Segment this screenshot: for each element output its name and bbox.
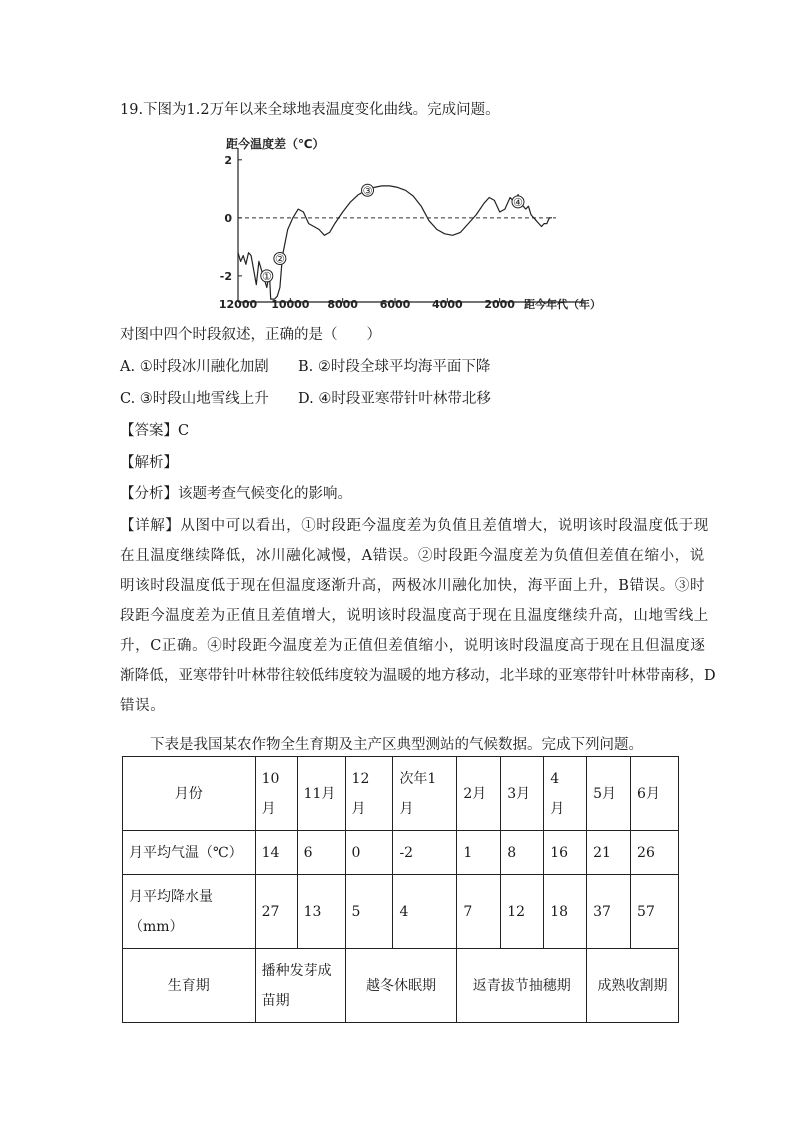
- month-cell: 12月: [351, 770, 370, 817]
- precip-cell: 4: [393, 875, 457, 949]
- temperature-series-line: [238, 186, 552, 299]
- detail-line: 明该时段温度低于现在但温度逐渐升高，两极冰川融化加快，海平面上升，B错误。③时: [120, 578, 706, 594]
- precip-cell: 12: [501, 875, 544, 949]
- x-tick-label: 6000: [379, 298, 411, 311]
- temp-cell: 0: [345, 831, 393, 875]
- x-tick-label: 4000: [432, 298, 463, 311]
- temp-cell: 14: [255, 831, 297, 875]
- option-c: C. ③时段山地雪线上升: [120, 391, 269, 407]
- detail-line: 在且温度继续降低，冰川融化减慢，A错误。②时段距今温度差为负值但差值在缩小，说: [120, 548, 705, 564]
- y-tick-label: -2: [219, 269, 232, 283]
- month-cell: 2月: [457, 757, 501, 831]
- precip-cell: 13: [297, 875, 345, 949]
- x-tick-label: 2000: [484, 298, 515, 311]
- temp-row: [123, 831, 679, 875]
- precip-cell: 57: [631, 875, 679, 949]
- x-axis-label: 距今年代（年）: [524, 298, 601, 311]
- temp-cell: 6: [297, 831, 345, 875]
- detail-line: 错误。: [120, 698, 166, 714]
- precip-cell: 5: [345, 875, 393, 949]
- month-cell: 6月: [631, 757, 679, 831]
- precip-label-1: 月平均降水量: [129, 888, 213, 905]
- stage-cell: 返青拔节抽穗期: [457, 949, 587, 1023]
- month-cell: 5月: [587, 757, 631, 831]
- y-tick-label: 2: [224, 153, 232, 167]
- precip-cell: 18: [544, 875, 587, 949]
- precip-label: [123, 875, 256, 949]
- option-a: A. ①时段冰川融化加剧: [120, 359, 269, 375]
- x-tick-label: 12000: [218, 298, 258, 311]
- detail-line: 段距今温度差为正值且差值增大，说明该时段温度高于现在且温度继续升高，山地雪线上: [120, 608, 709, 624]
- period-marker-label: ③: [362, 184, 373, 198]
- temp-cell: 16: [544, 831, 587, 875]
- precip-row: [123, 875, 679, 949]
- y-tick-label: 0: [224, 211, 232, 225]
- x-tick-label: 8000: [327, 298, 358, 311]
- temp-cell: 1: [457, 831, 501, 875]
- table-intro: 下表是我国某农作物全生育期及主产区典型测站的气候数据。完成下列问题。: [150, 737, 643, 753]
- detail-line: 【详解】从图中可以看出，①时段距今温度差为负值且差值增大，说明该时段温度低于现: [120, 518, 709, 534]
- precip-cell: 7: [457, 875, 501, 949]
- question-prompt: 对图中四个时段叙述，正确的是（ ）: [120, 327, 381, 343]
- month-cell: 10月: [261, 770, 280, 817]
- month-label: 月份: [123, 757, 256, 831]
- analysis-label: 【解析】: [120, 455, 178, 471]
- temp-cell: 21: [587, 831, 631, 875]
- precip-label-2: （mm）: [129, 918, 184, 935]
- temp-label: 月平均气温（℃）: [123, 831, 256, 875]
- stage-label: 生育期: [123, 949, 256, 1023]
- period-marker-label: ①: [261, 269, 272, 283]
- option-b: B. ②时段全球平均海平面下降: [298, 359, 491, 375]
- x-tick-label: 10000: [271, 298, 310, 311]
- temperature-chart: [218, 134, 618, 314]
- answer-label: 【答案】C: [120, 423, 190, 439]
- temp-cell: 8: [501, 831, 544, 875]
- y-axis-label: 距今温度差（℃）: [226, 137, 325, 151]
- stage-row: [123, 949, 679, 1023]
- climate-table: [122, 756, 679, 1023]
- month-row: [123, 757, 679, 831]
- stage-cell: 成熟收割期: [587, 949, 679, 1023]
- precip-cell: 37: [587, 875, 631, 949]
- analysis-detail: [120, 511, 716, 721]
- stage-cell: 越冬休眠期: [345, 949, 457, 1023]
- stage-cell: 播种发芽成苗期: [261, 962, 332, 1009]
- option-d: D. ④时段亚寒带针叶林带北移: [298, 391, 491, 407]
- precip-cell: 27: [255, 875, 297, 949]
- analysis-fenxi: 【分析】该题考查气候变化的影响。: [120, 486, 352, 502]
- question-stem: 19.下图为1.2万年以来全球地表温度变化曲线。完成问题。: [120, 102, 500, 118]
- period-marker-label: ④: [513, 195, 523, 209]
- temp-cell: -2: [393, 831, 457, 875]
- month-cell: 11月: [297, 757, 345, 831]
- month-cell: 次年1月: [399, 770, 437, 817]
- detail-line: 升，C正确。④时段距今温度差为正值但差值缩小，说明该时段温度高于现在且但温度逐: [120, 638, 706, 654]
- period-marker-label: ②: [274, 252, 285, 266]
- temp-cell: 26: [631, 831, 679, 875]
- month-cell: 4月: [550, 770, 565, 817]
- month-cell: 3月: [501, 757, 544, 831]
- detail-line: 渐降低，亚寒带针叶林带往较低纬度较为温暖的地方移动，北半球的亚寒带针叶林带南移，D: [120, 668, 716, 684]
